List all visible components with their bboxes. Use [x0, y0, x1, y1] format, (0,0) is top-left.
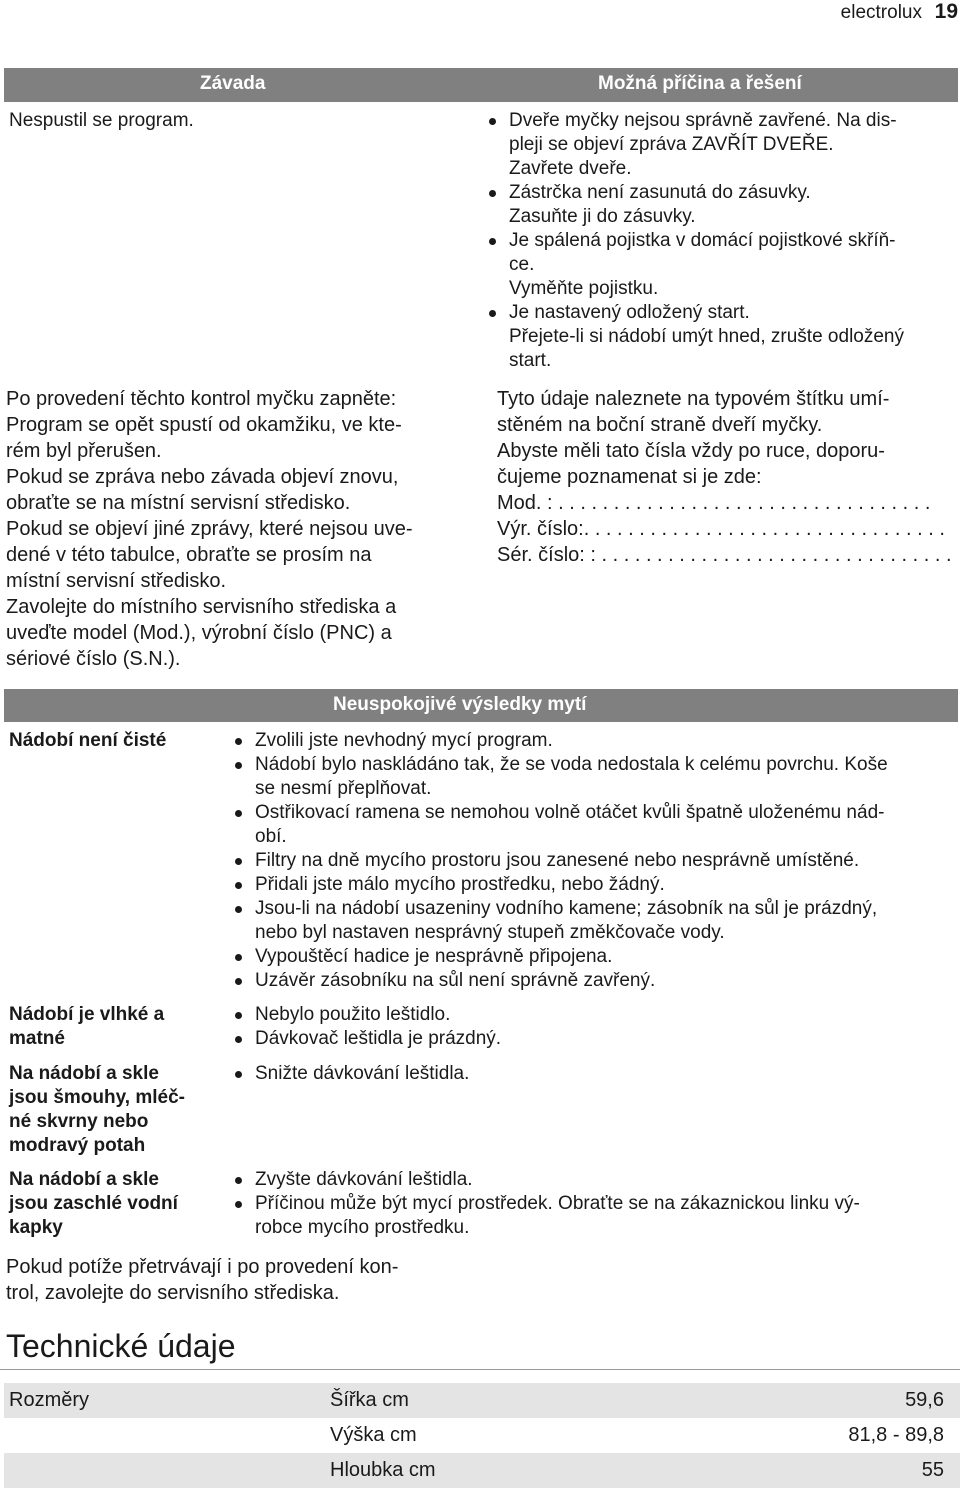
model-field: Mod. : . . . . . . . . . . . . . . . . . . . . . . . . . . . . . . . . . . [497, 492, 931, 514]
cause-item: Vypouštěcí hadice je nesprávně připojena. [233, 945, 953, 969]
brand-name: electrolux [840, 2, 922, 23]
cause-item: Zvolili jste nevhodný mycí program. [233, 729, 953, 753]
cause-item: Jsou-li na nádobí usazeniny vodního kamene; zásobník na sůl je prázdný, nebo byl nastaven nesprávný stupeň změkčovače vody. [233, 897, 953, 945]
service-note: Pokud potíže přetrvávají i po provedení kon- trol, zavolejte do servisního střediska. [6, 1256, 399, 1304]
cause-item: Ostřikovací ramena se nemohou volně otáčet kvůli špatně uloženému nád- obí. [233, 801, 953, 849]
cause-item: Příčinou může být mycí prostředek. Obraťte se na zákaznickou linku vý- robce mycího prostředku. [233, 1192, 953, 1240]
tech-value: 59,6 [905, 1389, 944, 1411]
fault-wet-dull: Nádobí je vlhké a matné [9, 1004, 165, 1049]
cause-item: Nádobí bylo naskládáno tak, že se voda nedostala k celému povrchu. Koše se nesmí přeplňovat. [233, 753, 953, 801]
tech-data-title: Technické údaje [6, 1328, 236, 1364]
page-header [660, 0, 960, 24]
cause-item: Filtry na dně mycího prostoru jsou zanesené nebo nesprávně umístěné. [233, 849, 953, 873]
tech-label: Výška cm [330, 1424, 417, 1446]
cause-list [487, 109, 957, 373]
cause-item: Přidali jste málo mycího prostředku, nebo žádný. [233, 873, 953, 897]
tech-label: Hloubka cm [330, 1459, 436, 1481]
tech-group: Rozměry [9, 1389, 90, 1411]
cause-item: Zástrčka není zasunutá do zásuvky. Zasuňte ji do zásuvky. [487, 181, 957, 229]
fault-streaks: Na nádobí a skle jsou šmouhy, mléč- né skvrny nebo modravý potah [9, 1063, 185, 1156]
tech-value: 81,8 - 89,8 [848, 1424, 944, 1446]
cause-item: Nebylo použito leštidlo. [233, 1003, 953, 1027]
solution-column-header: Možná příčina a řešení [598, 73, 802, 94]
cause-item: Zvyšte dávkování leštidla. [233, 1168, 953, 1192]
pnc-field: Výr. číslo:. . . . . . . . . . . . . . . . . . . . . . . . . . . . . . . . . [497, 518, 945, 540]
restart-instructions: Po provedení těchto kontrol myčku zapněte: Program se opět spustí od okamžiku, ve kte- rém byl přerušen. Pokud se zpráva nebo závada objeví znovu, obraťte se na místní servisní středisko. Pokud se objeví jiné zprávy, které nejsou uve- dené v této tabulce, obraťte se prosím na místní servisní středisko. Zavolejte do místního servisního střediska a uveďte model (Mod.), výrobní číslo (PNC) a sériové číslo (S.N.). [6, 388, 413, 670]
fault-water-drops: Na nádobí a skle jsou zaschlé vodní kapky [9, 1169, 178, 1238]
section-divider [0, 1369, 960, 1370]
tech-row [4, 1418, 960, 1453]
cause-item: Dávkovač leštidla je prázdný. [233, 1027, 953, 1051]
cause-item: Dveře myčky nejsou správně zavřené. Na dis- pleji se objeví zpráva ZAVŘÍT DVEŘE. Zavřete dveře. [487, 109, 957, 181]
tech-row [4, 1453, 960, 1488]
streaks-causes [233, 1062, 953, 1086]
fault-column-header: Závada [200, 73, 266, 94]
fault-not-clean: Nádobí není čisté [9, 730, 167, 751]
tech-value: 55 [921, 1459, 944, 1481]
cause-item: Snižte dávkování leštidla. [233, 1062, 953, 1086]
cause-item: Je spálená pojistka v domácí pojistkové skříň- ce. Vyměňte pojistku. [487, 229, 957, 301]
cause-item: Uzávěr zásobníku na sůl není správně zavřený. [233, 969, 953, 993]
wash-results-title: Neuspokojivé výsledky mytí [333, 694, 587, 715]
water-drops-causes [233, 1168, 953, 1240]
cause-item: Je nastavený odložený start. Přejete-li si nádobí umýt hned, zrušte odložený start. [487, 301, 957, 373]
rating-plate-info: Tyto údaje naleznete na typovém štítku umí- stěném na boční straně dveří myčky. Abyste měli tato čísla vždy po ruce, doporu- čujeme poznamenat si je zde: Mod. : . . . . . . . . . . . . . . . . . . . . . . . . . . . . . . . . . . Výr. číslo:. . . . . . . . . . . . . . . . . . . . . . . . . . . . . . . . . Sér. číslo: : . . . . . . . . . . . . . . . . . . . . . . . . . . . . . . . . [497, 386, 957, 568]
wet-dull-causes [233, 1003, 953, 1051]
page-number: 19 [934, 0, 958, 23]
trouble-table-header [4, 68, 958, 102]
wash-results-header [4, 689, 958, 722]
serial-field: Sér. číslo: : . . . . . . . . . . . . . . . . . . . . . . . . . . . . . . . . [497, 544, 952, 566]
tech-label: Šířka cm [330, 1389, 409, 1411]
not-clean-causes [233, 729, 953, 993]
fault-not-started: Nespustil se program. [9, 110, 194, 131]
tech-row [4, 1383, 960, 1418]
